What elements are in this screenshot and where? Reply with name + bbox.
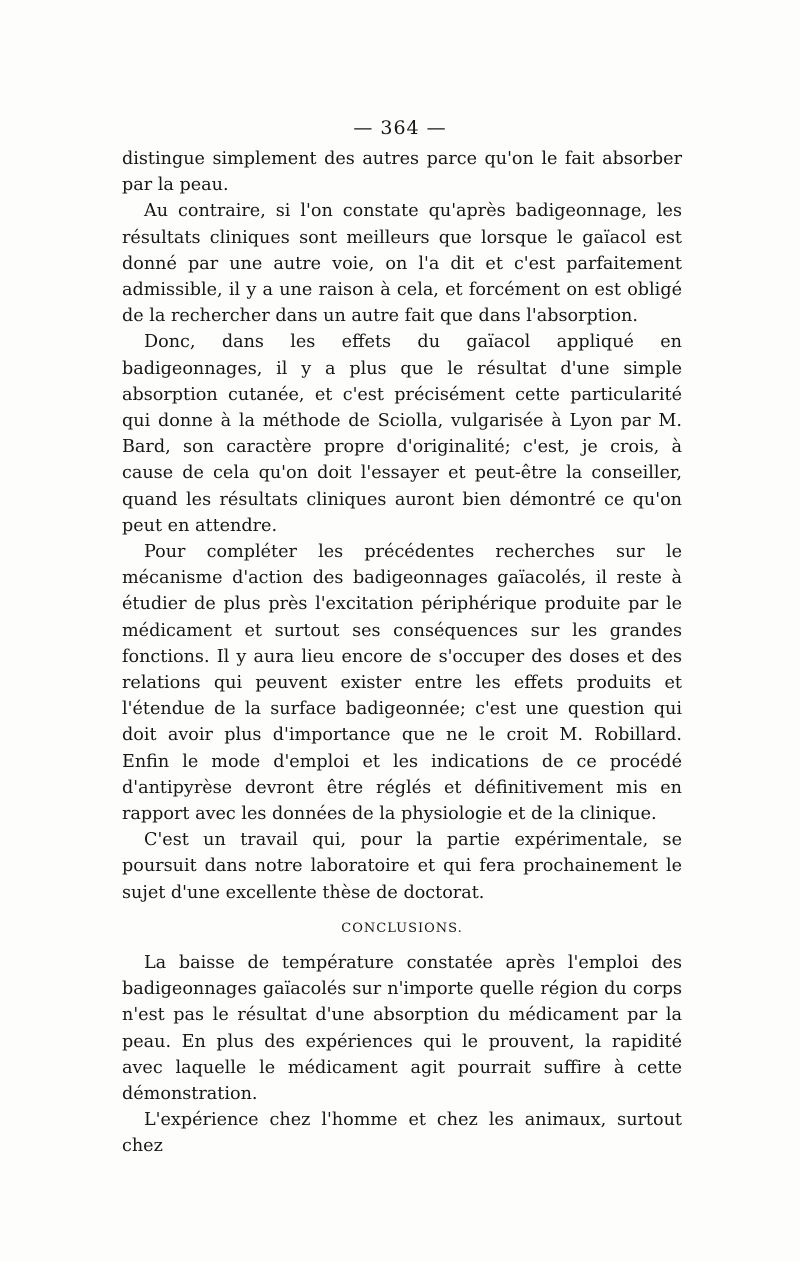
paragraph: Pour compléter les précédentes recherches sur le mécanisme d'action des badigeonnages gaïacolés, il reste à étudier de plus près l'excitation périphérique produite par le médicament et surtout ses conséquences sur les grandes fonctions. Il y aura lieu encore de s'occuper des doses et des relations qui peuvent exister entre les effets produits et l'étendue de la surface badigeonnée; c'est une question qui doit avoir plus d'importance que ne le croit M. Robillard. Enfin le mode d'emploi et les indications de ce procédé d'antipyrèse devront être réglés et définitivement mis en rapport avec les données de la physiologie et de la clinique. [122, 542, 682, 825]
conclusion-paragraph: L'expérience chez l'homme et chez les animaux, surtout chez [122, 1110, 682, 1157]
page-number: — 364 — [353, 117, 447, 139]
paragraph: Donc, dans les effets du gaïacol appliqué en badigeonnages, il y a plus que le résultat d'une simple absorption cutanée, et c'est précisément cette particularité qui donne à la méthode de Sciolla, vulgarisée à Lyon par M. Bard, son caractère propre d'originalité; c'est, je crois, à cause de cela qu'on doit l'essayer et peut-être la conseiller, quand les résultats cliniques auront bien démontré ce qu'on peut en attendre. [122, 332, 682, 536]
body-text [122, 146, 682, 1160]
paragraph: Au contraire, si l'on constate qu'après badigeonnage, les résultats cliniques sont meilleurs que lorsque le gaïacol est donné par une autre voie, on l'a dit et c'est parfaitement admissible, il y a une raison à cela, et forcément on est obligé de la rechercher dans un autre fait que dans l'absorption. [122, 201, 682, 327]
section-heading: CONCLUSIONS. [341, 920, 463, 936]
paragraph: C'est un travail qui, pour la partie expérimentale, se poursuit dans notre laboratoire et qui fera prochainement le sujet d'une excellente thèse de doctorat. [122, 830, 682, 903]
paragraph-continued: distingue simplement des autres parce qu'on le fait absorber par la peau. [122, 149, 682, 196]
conclusion-paragraph: La baisse de température constatée après l'emploi des badigeonnages gaïacolés sur n'importe quelle région du corps n'est pas le résultat d'une absorption du médicament par la peau. En plus des expériences qui le prouvent, la rapidité avec laquelle le médicament agit pourrait suffire à cette démonstration. [122, 952, 682, 1104]
